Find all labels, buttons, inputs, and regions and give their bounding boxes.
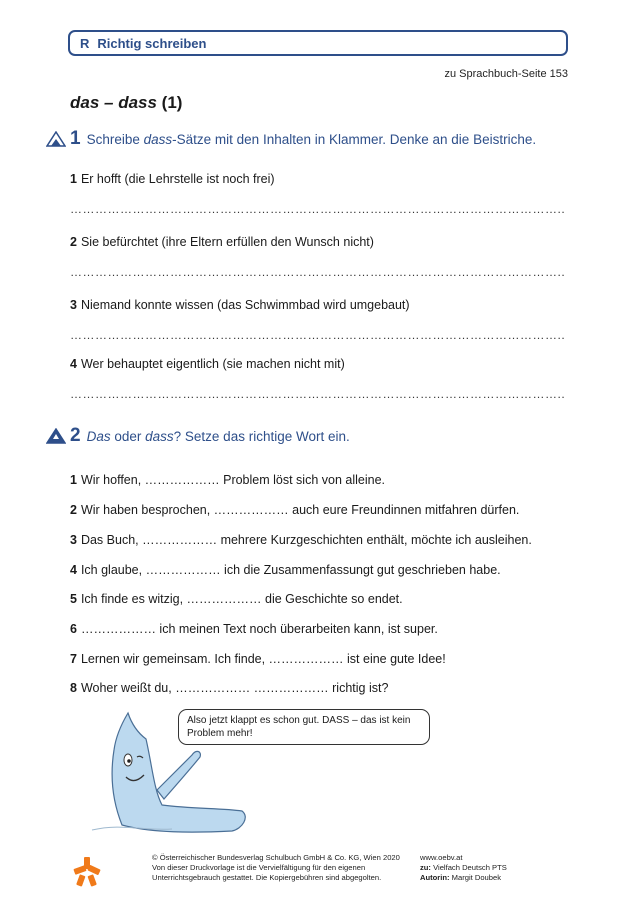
footer-website[interactable]: www.oebv.at — [420, 853, 463, 862]
footer-info: www.oebv.at zu: Vielfach Deutsch PTS Autorin: Margit Doubek — [420, 853, 590, 882]
title-dash: – — [99, 93, 119, 112]
task-1-instruction: Schreibe dass-Sätze mit den Inhalten in Klammer. Denke an die Beistriche. — [86, 131, 537, 147]
task-2-item[interactable]: 2 Wir haben besprochen, ……………… auch eure Freundinnen mitfahren dürfen. — [70, 503, 520, 517]
page-title — [70, 93, 182, 113]
difficulty-triangle-icon — [46, 131, 66, 147]
task-2-item[interactable]: 3 Das Buch, ……………… mehrere Kurzgeschichten enthält, möchte ich ausleihen. — [70, 533, 532, 547]
task-1-item: 3 Niemand konnte wissen (das Schwimmbad wird umgebaut) — [70, 298, 410, 312]
answer-line[interactable]: ……………………………………………………………………………………………………….. — [70, 202, 566, 216]
section-title: Richtig schreiben — [97, 35, 207, 51]
answer-line[interactable]: ……………………………………………………………………………………………………….. — [70, 265, 566, 279]
task-2-item[interactable]: 8 Woher weißt du, ……………… ……………… richtig ist? — [70, 681, 389, 695]
answer-line[interactable]: ……………………………………………………………………………………………………….. — [70, 328, 566, 342]
title-suffix: (1) — [156, 93, 183, 112]
task-2-item[interactable]: 5 Ich finde es witzig, ……………… die Geschichte so endet. — [70, 592, 403, 606]
task-2-heading — [46, 425, 350, 447]
textbook-reference: zu Sprachbuch-Seite 153 — [444, 68, 568, 80]
task-1-heading — [46, 128, 536, 150]
task-2-instruction: Das oder dass? Setze das richtige Wort ein. — [86, 428, 350, 444]
task-2-item[interactable]: 4 Ich glaube, ……………… ich die Zusammenfassungt gut geschrieben habe. — [70, 563, 501, 577]
task-1-item: 2 Sie befürchtet (ihre Eltern erfüllen den Wunsch nicht) — [70, 235, 374, 249]
footer-copyright: © Österreichischer Bundesverlag Schulbuch GmbH & Co. KG, Wien 2020 Von dieser Druckvorlage ist die Vervielfältigung für den eigenen Unterrichtsgebrauch gestattet. Die Kopiergebühren sind abgegolten. — [152, 853, 400, 882]
task-2-number: 2 — [70, 425, 81, 446]
title-dass: dass — [118, 93, 157, 112]
task-1-item: 1 Er hofft (die Lehrstelle ist noch frei) — [70, 172, 275, 186]
title-das: das — [70, 93, 100, 112]
section-letter: R — [80, 35, 90, 51]
task-2-item[interactable]: 1 Wir hoffen, ……………… Problem löst sich von alleine. — [70, 473, 385, 487]
task-1-number: 1 — [70, 128, 81, 149]
answer-line[interactable]: ……………………………………………………………………………………………………….. — [70, 387, 566, 401]
task-1-item: 4 Wer behauptet eigentlich (sie machen nicht mit) — [70, 357, 345, 371]
section-header-box — [68, 30, 568, 56]
publisher-logo-icon — [72, 855, 102, 887]
difficulty-triangle-icon — [46, 428, 66, 444]
task-2-item[interactable]: 6 ……………… ich meinen Text noch überarbeiten kann, ist super. — [70, 622, 438, 636]
task-2-item[interactable]: 7 Lernen wir gemeinsam. Ich finde, ……………… ist eine gute Idee! — [70, 652, 446, 666]
speech-bubble: Also jetzt klappt es schon gut. DASS – das ist kein Problem mehr! — [178, 709, 430, 745]
